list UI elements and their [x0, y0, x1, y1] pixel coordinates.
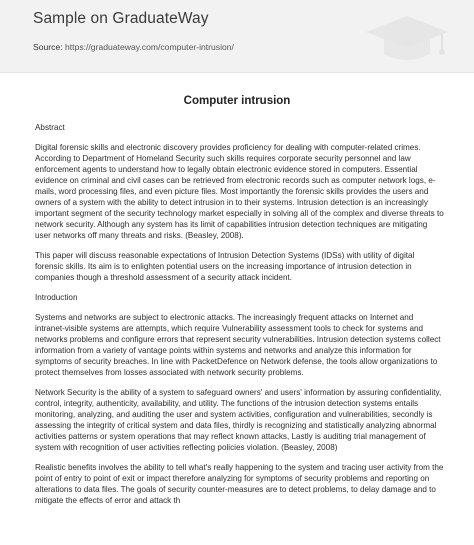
abstract-paragraph-2: This paper will discuss reasonable expectations of Intrusion Detection Systems (IDSs) with utility of digital forensic skills. Its aim is to enlighten potential users on the increasing importance of intrusion detection in companies though a threshold assessment of a security attack incident.: [35, 251, 415, 282]
introduction-paragraph-1: Systems and networks are subject to electronic attacks. The increasingly frequent attacks on Internet and intranet-visible systems are attempts, which require Vulnerability assessment tools to check for systems and networks problems and configure errors that represent security vulnerabilities. Intrusion detection systems collect information from a variety of vantage points within systems and networks and analyze this information for symptoms of security breaches. In line with PacketDefence on Network defense, the tools allow organizations to protect themselves from losses associated with network security problems.: [35, 313, 441, 377]
introduction-paragraph-2: Network Security is the ability of a system to safeguard owners' and users' information by assuring confidentiality, control, integrity, authenticity, availability, and utility. The functions of the intrusion detection systems entails monitoring, analyzing, and auditing the user and system activities, configuration and vulnerabilities, secondly is assessing the integrity of critical system and data files, thirdly is recognizing and statistically analyzing abnormal activities patterns or system operations that may reflect known attacks, Lastly is auditing trial management of system with recognition of user activities reflecting policies violation. (Beasley, 2008): [35, 388, 442, 452]
abstract-paragraph-1: Digital forensic skills and electronic discovery provides proficiency for dealing with computer-related crimes. According to Department of Homeland Security such skills requires corporate security personnel and law enforcement agents to understand how to legally obtain electronic evidence stored in computers. Essential evidence on criminal and civil cases can be retrieved from electronic records such as computer network logs, e-mails, word processing files, and even picture files. Most importantly the forensic skills provides the users and owners of a system with the ability to detect intrusion in to their systems. Intrusion detection is an increasingly important segment of the security technology market especially in solving all of the complex and diverse threats to network security. Although any system has its limit of capabilities intrusion detection techniques are mitigating user networks off many threats and risks. (Beasley, 2008).: [35, 143, 444, 240]
document-body: [35, 122, 445, 515]
source-label: Source:: [33, 42, 63, 52]
source-url-link[interactable]: https://graduateway.com/computer-intrusion/: [65, 42, 234, 52]
introduction-heading: Introduction: [35, 293, 78, 302]
document-title: Computer intrusion: [183, 95, 291, 107]
site-title[interactable]: Sample on GraduateWay: [33, 10, 209, 27]
introduction-paragraph-3: Realistic benefits involves the ability to tell what's really happening to the system and tracing user activity from the point of entry to point of exit or impact therefore analyzing for symptoms of security problems and reporting on alterations to data files. The goals of security counter-measures are to detect problems, to delay damage and to mitigate the effects of error and attack th: [35, 463, 444, 505]
page-header: [0, 0, 474, 73]
graduation-cap-icon: [362, 10, 452, 66]
source-line: [33, 42, 234, 52]
abstract-heading: Abstract: [35, 123, 65, 132]
